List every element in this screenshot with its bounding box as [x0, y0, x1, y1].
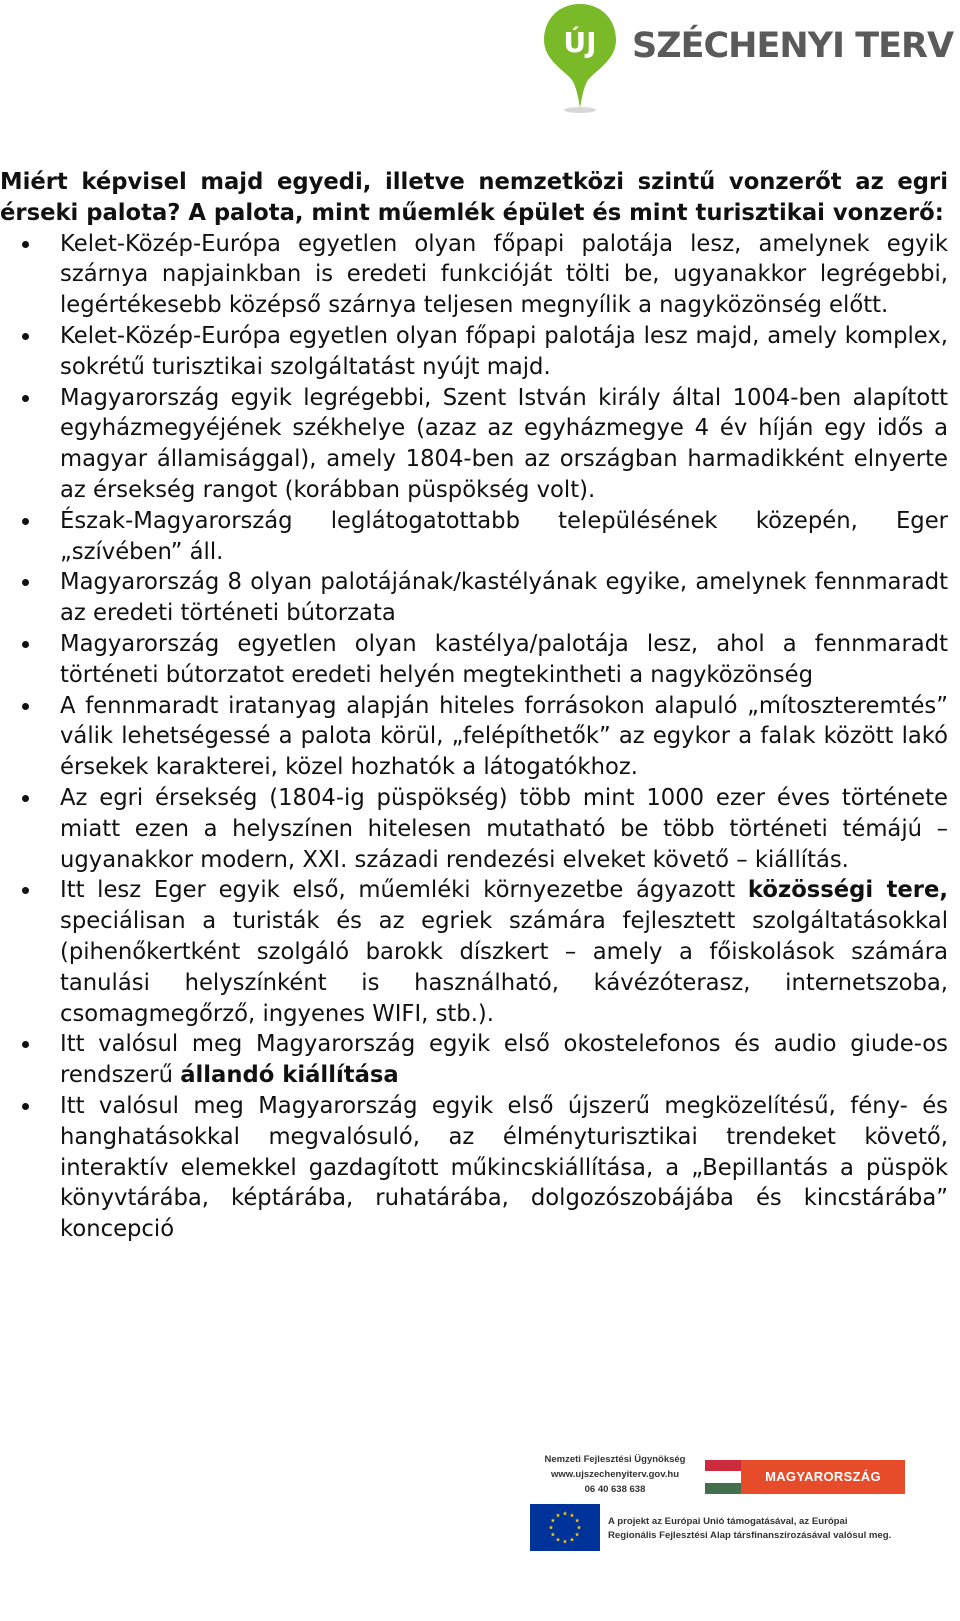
- list-item: Itt lesz Eger egyik első, műemléki környezetbe ágyazott közösségi tere, speciálisan a turisták és az egriek számára fejlesztett szolgáltatásokkal (pihenőkertként szolgáló barokk díszkert – amely a főiskolások számára tanulási helyszínként is használható, kávézóterasz, internetszoba, csomagmegőrző, ingyenes WIFI, stb.).: [0, 875, 948, 1029]
- bullet-icon: [22, 795, 29, 802]
- eu-funding-note: [608, 1515, 948, 1543]
- list-item: Magyarország egyetlen olyan kastélya/palotája lesz, ahol a fennmaradt történeti bútorzatot eredeti helyén megtekintheti a nagyközönség: [0, 629, 948, 691]
- list-item: Kelet-Közép-Európa egyetlen olyan főpapi palotája lesz, amelynek egyik szárnya napjainkban is eredeti funkcióját tölti be, ugyanakkor legrégebbi, legértékesebb középső szárnya teljesen megnyílik a nagyközönség előtt.: [0, 229, 948, 321]
- list-item: Észak-Magyarország leglátogatottabb településének közepén, Eger „szívében” áll.: [0, 506, 948, 568]
- bullet-icon: [22, 887, 29, 894]
- eu-text-line1: A projekt az Európai Unió támogatásával, az Európai: [608, 1516, 848, 1527]
- agency-phone: 06 40 638 638: [584, 1484, 646, 1495]
- list-item: Itt valósul meg Magyarország egyik első okostelefonos és audio giude-os rendszerű állandó kiállítása: [0, 1029, 948, 1091]
- bullet-icon: [22, 518, 29, 525]
- bullet-icon: [22, 395, 29, 402]
- logo-wordmark: SZÉCHENYI TERV: [632, 26, 954, 66]
- eu-flag-icon: [530, 1504, 600, 1551]
- list-item: Kelet-Közép-Európa egyetlen olyan főpapi palotája lesz majd, amely komplex, sokrétű turisztikai szolgáltatást nyújt majd.: [0, 321, 948, 383]
- section-heading: Miért képvisel majd egyedi, illetve nemzetközi szintű vonzerőt az egri érseki palota? A palota, mint műemlék épület és mint turisztikai vonzerő:: [0, 169, 948, 226]
- logo-pin-text: ÚJ: [563, 26, 597, 59]
- hungarian-flag-icon: [705, 1460, 741, 1494]
- magyarorszag-megujul-badge: [705, 1460, 905, 1518]
- bullet-list: [0, 229, 948, 1245]
- bullet-icon: [22, 1103, 29, 1110]
- uj-szechenyi-terv-logo: [540, 0, 954, 125]
- list-item: A fennmaradt iratanyag alapján hiteles forrásokon alapuló „mítoszteremtés” válik lehetségessé a palota körül, „felépíthetők” az egykor a falak között lakó érsekek karakterei, közel hozhatók a látogatókhoz.: [0, 691, 948, 783]
- agency-url: www.ujszechenyiterv.gov.hu: [550, 1469, 680, 1480]
- bold-phrase: közösségi tere,: [747, 877, 948, 904]
- bullet-icon: [22, 579, 29, 586]
- agency-name: Nemzeti Fejlesztési Ügynökség: [544, 1454, 686, 1465]
- bullet-icon: [22, 1041, 29, 1048]
- footer: [530, 1452, 950, 1612]
- document-body: [0, 167, 948, 1245]
- agency-info: [530, 1452, 700, 1497]
- bullet-icon: [22, 333, 29, 340]
- list-item: Itt valósul meg Magyarország egyik első újszerű megközelítésű, fény- és hanghatásokkal megvalósuló, az élményturisztikai trendeket követő, interaktív elemekkel gazdagított műkincskiállítása, a „Bepillantás a püspök könyvtárába, képtárába, ruhatárába, dolgozószobájába és kincstárába” koncepció: [0, 1091, 948, 1245]
- bullet-icon: [22, 703, 29, 710]
- bullet-icon: [22, 241, 29, 248]
- badge-label: MAGYARORSZÁG MEGÚJUL: [741, 1460, 905, 1494]
- list-item: Magyarország 8 olyan palotájának/kastélyának egyike, amelynek fennmaradt az eredeti történeti bútorzata: [0, 567, 948, 629]
- list-item: Magyarország egyik legrégebbi, Szent István király által 1004-ben alapított egyházmegyéjének székhelye (azaz az egyházmegye 4 év híján egy idős a magyar államisággal), amely 1804-ben az országban harmadikként elnyerte az érsekség rangot (korábban püspökség volt).: [0, 383, 948, 506]
- list-item: Az egri érsekség (1804-ig püspökség) több mint 1000 ezer éves története miatt ezen a helyszínen hitelesen mutatható be több történeti témájú – ugyanakkor modern, XXI. századi rendezési elveket követő – kiállítás.: [0, 783, 948, 875]
- eu-text-line2: Regionális Fejlesztési Alap társfinanszírozásával valósul meg.: [608, 1530, 892, 1541]
- bullet-icon: [22, 641, 29, 648]
- bold-phrase: állandó kiállítása: [180, 1062, 399, 1089]
- location-pin-icon: [540, 0, 620, 120]
